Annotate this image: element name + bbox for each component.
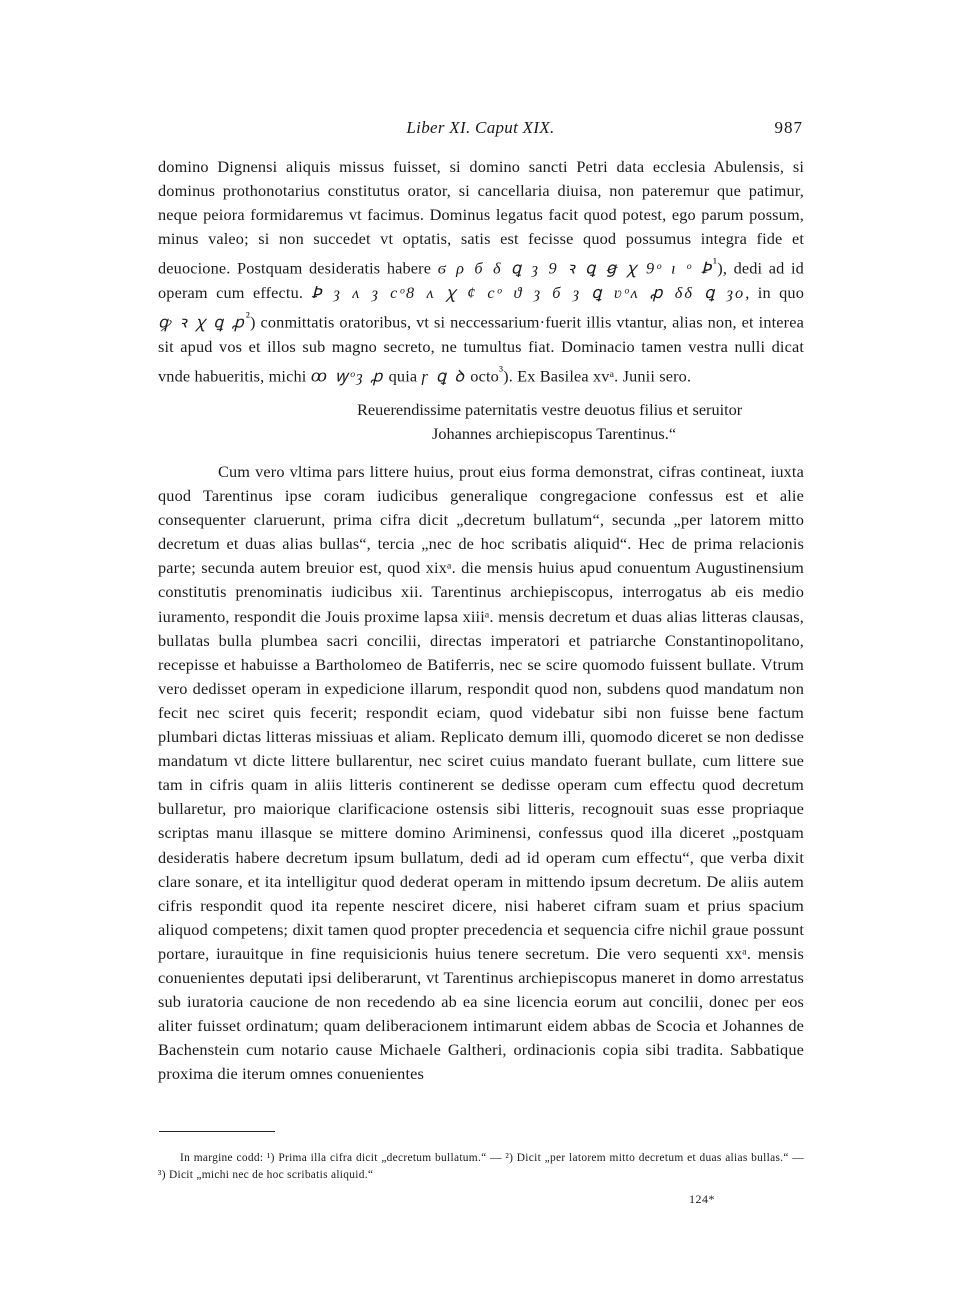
letter-text: domino Dignensi aliquis missus fuisset, si domino sancti Petri data ecclesia Abulensis, si dominus prothonotarius constitutus orator, si cancellaria diuisa, non pateremur que patimur, neque peiora formidaremus vt facimus. Dominus legatus facit quod potest, ego parum possum, minus valeo; si non succedet vt optatis, satis est fecisse quod possumus integra fide et deuocione. Postquam desideratis habere [158, 157, 804, 278]
closing-salutation: Reuerendissime paternitatis vestre deuotus filius et seruitor [357, 400, 743, 419]
signature: Johannes archiepiscopus Tarentinus.“ [432, 424, 677, 443]
footnote-text: In margine codd: ¹) Prima illa cifra dicit „decretum bullatum.“ — ²) Dicit „per latorem mitto decretum et duas alias bullas.“ — ³) Dicit „michi nec de hoc scribatis aliquid.“ [158, 1152, 804, 1181]
footnote-divider [159, 1131, 275, 1132]
letter-text: octo [470, 366, 499, 386]
letter-text: quia [388, 366, 418, 386]
footnote-ref: ² [245, 308, 250, 324]
cipher-text: ꝙ ꝛ ꭓ ꝗ ꝓ [158, 312, 246, 332]
footnote-ref: ¹ [713, 255, 718, 271]
letter-text: , dedi ad id operam cum effectu. [158, 258, 804, 302]
cipher-text: ϭ ρ б δ ꝗ ȝ 9 ꝛ ꝗ ꞡ ꭓ 9ᵒ ı ᵒ Ꝧ [437, 258, 713, 278]
cipher-text: ɼ ꝗ ꝺ [421, 366, 467, 386]
cipher-text: ꝏ ꝡᵒȝ ꝓ [310, 366, 385, 386]
body-paragraph: Cum vero vltima pars littere huius, prout eius forma demonstrat, cifras contineat, iuxta quod Tarentinus ipse coram iudicibus generalique congregacione confessus est et alie consequenter claruerunt, prima cifra dicit „decretum bullatum“, secunda „per latorem mitto decretum et duas alias bullas“, tercia „nec de hoc scribatis aliquid“. Hec de prima relacionis parte; secunda autem breuior est, quod xixᵃ. die mensis huius apud conuentum Augustinensium constitutis prenominatis iudicibus xii. Tarentinus archiepiscopus, interrogatus ab eis medio iuramento, respondit die Jouis proxime lapsa xiiiᵃ. mensis decretum et duas alias litteras clausas, bullatas bulla plumbea sacri concilii, directas imperatori et patriarche Constantinopolitano, recepisse et habuisse a Bartholomeo de Batiferris, nec se scire quomodo fuissent bullate. Vtrum vero dedisset operam in expedicione illarum, respondit quod non, subdens quod mandatum non fecit nec sciret quis fecerit; respondit eciam, quod videbatur sibi non fuisse bene factum plumbari dictas litteras missiuas et aliam. Replicato demum illi, quomodo diceret se non dedisse mandatum vt dicte littere bullarentur, nec sciret cuius mandato fuerant bullate, cum littere sue tam in cifris quam in aliis litteris continerent se dedisse operam cum effectu quod decretum bullaretur, pro maiorique clarificacione ostensis sibi litteris, recognouit suas esse propriaque scriptas manu illasque se mittere domino Ariminensi, confessus quod illa diceret „postquam desideratis habere decretum ipsum bullatum, dedi ad id operam cum effectu“, que verba dixit clare sonare, et ita intelligitur quod dederat operam in mittendo ipsum decretum. De aliis autem cifris respondit quod ita repente nesciret dicere, nisi haberet cifram suam et prius spacium aliquod competens; dixit tamen quod propter precedencia et sequencia cifre nichil graue possunt portare, iurauitque in fine requisicionis huius tenere secretum. Die vero sequenti xxᵃ. mensis conuenientes deputati ipsi deliberarunt, vt Tarentinus archiepiscopus maneret in domo arrestatus sub iuratoria caucione de non recedendo ab ea sine licencia eorum aut concilii, donec per eos aliter fuisset ordinatum; quam deliberacionem intimarunt eidem abbas de Scocia et Johannes de Bachenstein cum notario cause Michaele Galtheri, ordinacionis copia sibi tradita. Sabbatique proxima die iterum omnes conuenientes [158, 462, 804, 1084]
letter-text: ) conmittatis oratoribus, vt si neccessarium·fuerit illis vtantur, alias non, et interea sit apud vos et illos sub magno secreto, ne tumultus fiat. Dominacio tamen vestra nulli dicat vnde habueritis, michi [158, 312, 804, 386]
cipher-text: Ꝧ ȝ ʌ ȝ cᵒ8 ʌ ꭓ ȼ cᵒ ϑ ȝ б ȝ ꝗ ʋᵒʌ ꝓ δδ ꝗ ȝo [311, 282, 746, 302]
footnotes [158, 1150, 804, 1184]
letter-text: , in quo [745, 282, 804, 302]
letter-paragraph: domino Dignensi aliquis missus fuisset, si domino sancti Petri data ecclesia Abulensis, si dominus prothonotarius constitutus orator, si cancellaria diuisa, non pateremur que patimur, neque peiora formidaremus vt facimus. Dominus legatus facit quod potest, ego parum possum, minus valeo; si non succedet vt optatis, satis est fecisse quod possumus integra fide et deuocione. Postquam desideratis habere ϭ ρ б δ ꝗ ȝ 9 ꝛ ꝗ ꞡ ꭓ 9ᵒ ı ᵒ Ꝧ$^{^1}$), dedi ad id operam cum effectu. Ꝧ ȝ ʌ ȝ cᵒ8 ʌ ꭓ ȼ cᵒ ϑ ȝ б ȝ ꝗ ʋᵒʌ ꝓ δδ ꝗ ȝo, in quo ꝙ ꝛ ꭓ ꝗ ꝓ$^{^2}$) conmittatis oratoribus, vt si neccessarium·fuerit illis vtantur, alias non, et interea sit apud vos et illos sub magno secreto, ne tumultus fiat. Dominacio tamen vestra nulli dicat vnde habueritis, michi ꝏ ꝡᵒȝ ꝓ quia ɼ ꝗ ꝺ octo$^{^3}$). Ex Basilea xvᵃ. Junii sero. [158, 157, 804, 386]
page-number: 987 [774, 118, 803, 137]
page-header [158, 118, 803, 142]
letter-text: ). Ex Basilea xvᵃ. Junii sero. [503, 366, 692, 386]
running-title: Liber XI. Caput XIX. [406, 118, 555, 137]
sheet-signature: 124* [689, 1192, 715, 1206]
footnote-ref: ³ [498, 362, 504, 378]
